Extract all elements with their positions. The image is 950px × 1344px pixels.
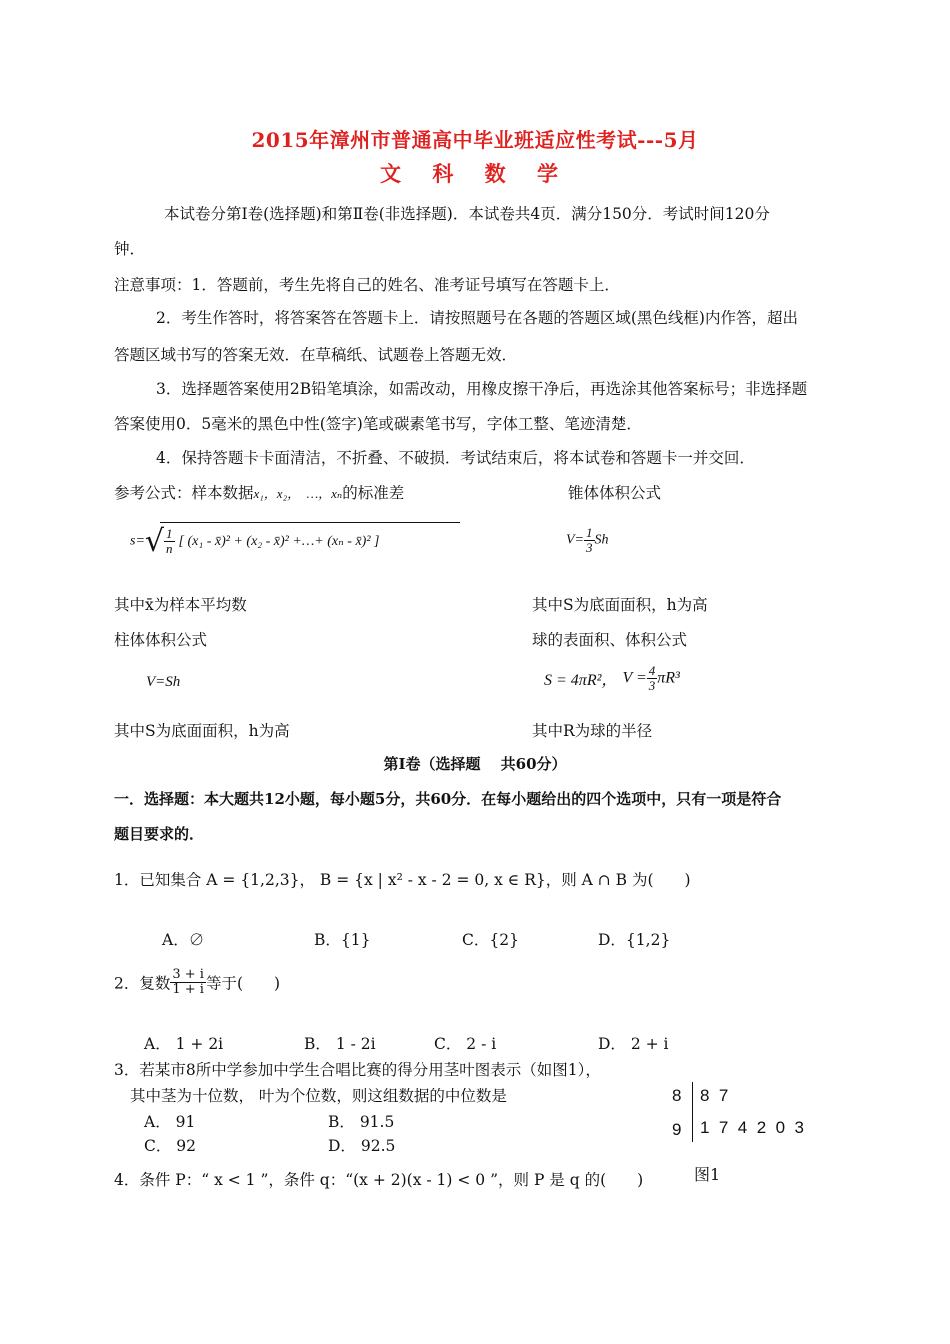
q2-frac-num: 3 + i: [172, 967, 204, 982]
q2-option-b: B． 1 - 2i: [304, 1035, 376, 1053]
q1-option-c: C．{2}: [462, 931, 519, 949]
sphere-v-rhs: πR³: [657, 669, 680, 687]
note-2a: 2．考生作答时，将答案答在答题卡上．请按照题号在各题的答题区域(黑色线框)内作答，超出: [156, 309, 798, 327]
sd-fraction: [164, 527, 175, 556]
q3-option-b: B． 91.5: [328, 1113, 395, 1131]
q2-suffix: 等于( ): [205, 974, 281, 993]
leaves-8: 8 7: [700, 1086, 729, 1105]
question-3-line-2: 其中茎为十位数， 叶为个位数，则这组数据的中位数是: [130, 1087, 507, 1105]
sphere-note: 其中R为球的半径: [532, 722, 653, 740]
q1-option-d: D．{1,2}: [598, 931, 671, 949]
note-2b: 答题区域书写的答案无效．在草稿纸、试题卷上答题无效．: [114, 346, 518, 364]
stem-8: 8: [672, 1086, 682, 1105]
prism-formula: V=Sh: [146, 674, 181, 690]
exam-title: 2015年漳州市普通高中毕业班适应性考试---5月: [251, 128, 699, 152]
stem-leaf-divider: [692, 1082, 693, 1142]
note-1: 注意事项：1．答题前，考生先将自己的姓名、准考证号填写在答题卡上．: [114, 276, 620, 294]
q3-option-c: C． 92: [144, 1137, 197, 1155]
sd-frac-den: n: [166, 541, 173, 556]
sd-frac-num: 1: [166, 526, 173, 541]
sphere-frac-num: 4: [648, 663, 656, 678]
sqrt-sign: √: [144, 524, 165, 559]
std-dev-formula: [130, 524, 379, 559]
note-4: 4．保持答题卡卡面清洁，不折叠、不破损．考试结束后，将本试卷和答题卡一并交回．: [156, 449, 755, 467]
q2-prefix: 2．复数: [114, 974, 171, 993]
sphere-label: 球的表面积、体积公式: [532, 631, 688, 649]
q2-option-c: C． 2 - i: [434, 1035, 497, 1053]
intro-line-1: 本试卷分第Ⅰ卷(选择题)和第Ⅱ卷(非选择题)．本试卷共4页．满分150分．考试时间120分: [164, 205, 770, 223]
sphere-frac-den: 3: [648, 678, 656, 693]
prism-note: 其中S为底面面积，h为高: [114, 722, 290, 740]
stem-9: 9: [672, 1120, 682, 1139]
sd-lhs: s=: [130, 533, 145, 549]
figure-1-label: 图1: [694, 1165, 721, 1184]
prism-label: 柱体体积公式: [114, 631, 208, 649]
note-3b: 答案使用0．5毫米的黑色中性(签字)笔或碳素笔书写，字体工整、笔迹清楚．: [114, 415, 642, 433]
cone-frac-num: 1: [586, 525, 593, 540]
q1-option-a: A．∅: [162, 931, 205, 949]
cone-formula-label: 锥体体积公式: [568, 484, 662, 502]
mean-note: 其中x̄为样本平均数: [114, 596, 247, 614]
sqrt-overline: [160, 522, 460, 523]
q2-option-d: D． 2 + i: [598, 1035, 669, 1053]
q2-fraction: [170, 968, 206, 997]
sphere-area: S = 4πR²，: [544, 672, 618, 689]
subject-title: 文 科 数 学: [380, 161, 570, 186]
cone-frac-den: 3: [586, 540, 593, 555]
ref-label: 参考公式：样本数据: [114, 484, 254, 502]
cone-lhs: V=: [566, 532, 584, 548]
formula-ref-label: [114, 481, 404, 503]
sphere-formula: [544, 664, 680, 693]
cone-rhs: Sh: [594, 532, 609, 548]
cone-fraction: [584, 526, 595, 555]
question-3-line-1: 3．若某市8所中学参加中学生合唱比赛的得分用茎叶图表示（如图1），: [114, 1061, 601, 1079]
leaves-9: 1 7 4 2 0 3: [700, 1118, 804, 1137]
ref-tail: 的标准差: [342, 484, 405, 502]
cone-note: 其中S为底面面积，h为高: [532, 596, 708, 614]
ref-vars: x₁，x₂， …，xₙ: [253, 486, 343, 501]
section-heading: 第Ⅰ卷（选择题 共60分）: [383, 755, 567, 773]
q1-option-b: B．{1}: [314, 931, 371, 949]
cone-formula: [566, 526, 609, 555]
q2-frac-den: 1 + i: [172, 982, 204, 997]
sphere-v-lhs: V =: [622, 669, 647, 687]
sphere-fraction: [647, 664, 658, 693]
q3-option-d: D． 92.5: [328, 1137, 396, 1155]
section-instruction-1: 一．选择题：本大题共12小题，每小题5分，共60分．在每小题给出的四个选项中，只有一项是符合: [114, 790, 782, 808]
question-4: 4．条件 P：“ x < 1 ”，条件 q：“(x + 2)(x - 1) < 0 ”，则 P 是 q 的( ): [114, 1171, 644, 1189]
sd-body: [ (x₁ - x̄)² + (x₂ - x̄)² +…+ (xₙ - x̄)² ]: [178, 534, 380, 549]
question-1: 1．已知集合 A = {1,2,3}， B = {x | x² - x - 2 = 0, x ∈ R}，则 A ∩ B 为( ): [114, 871, 691, 889]
note-3a: 3．选择题答案使用2B铅笔填涂，如需改动，用橡皮擦干净后，再选涂其他答案标号；非选择题: [156, 380, 808, 398]
intro-line-2: 钟．: [114, 240, 146, 258]
question-2: [114, 968, 280, 997]
section-instruction-2: 题目要求的．: [114, 825, 205, 843]
q2-option-a: A． 1 + 2i: [144, 1035, 224, 1053]
q3-option-a: A． 91: [144, 1113, 196, 1131]
